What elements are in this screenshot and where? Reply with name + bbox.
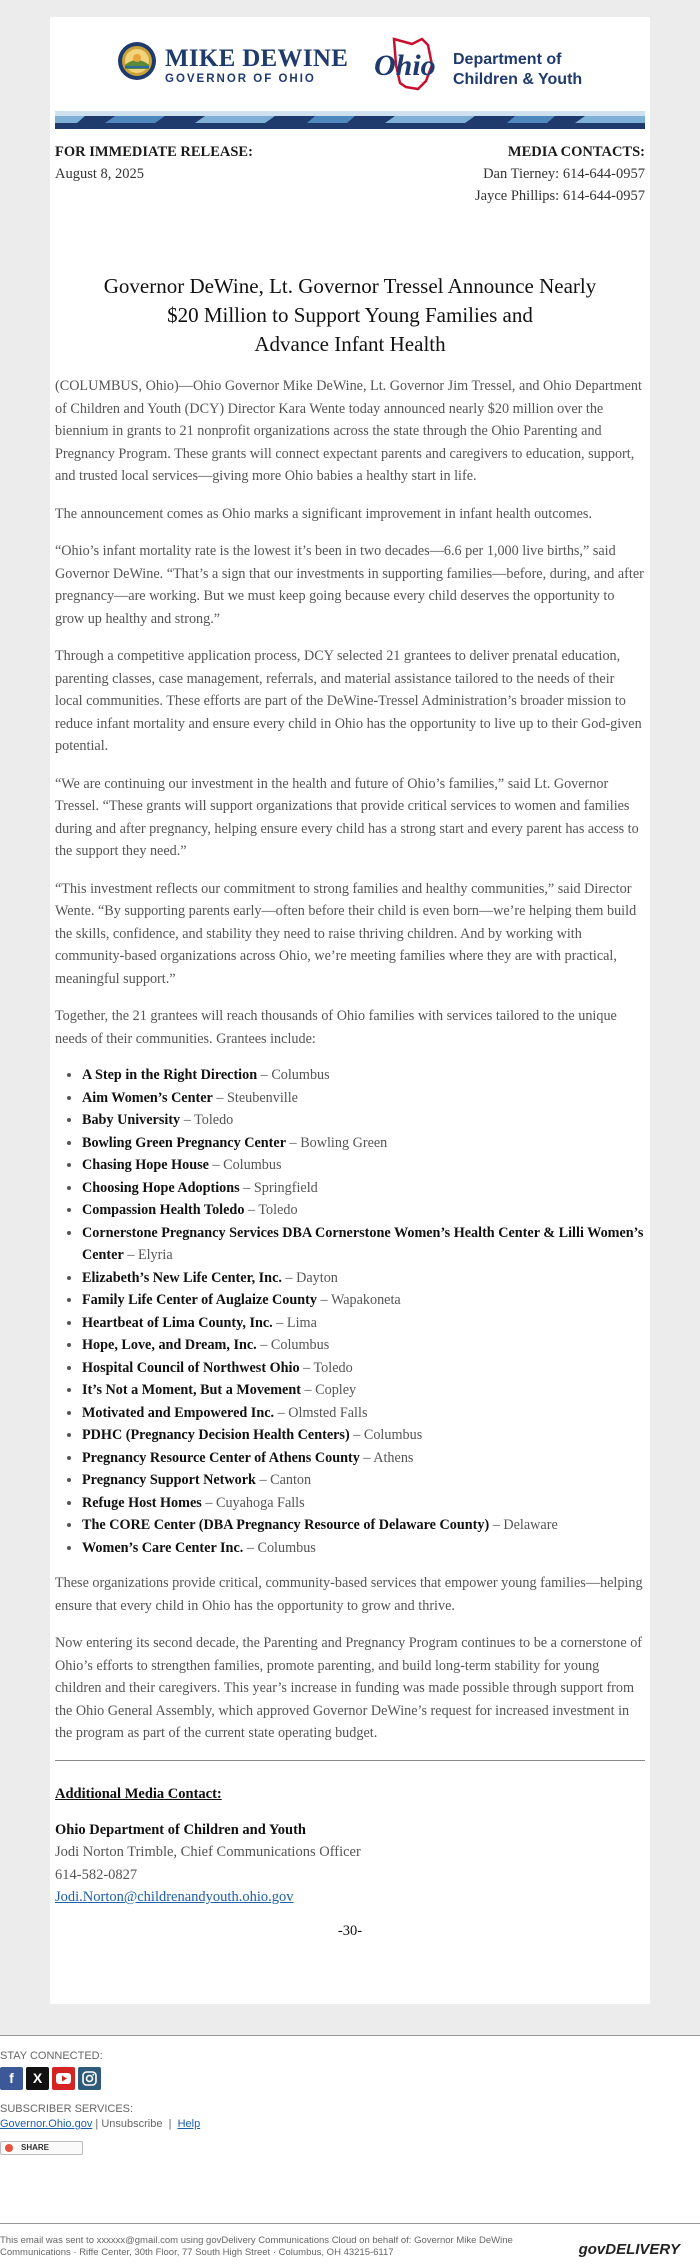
media-contact-1: Dan Tierney: 614-644-0957 <box>483 166 645 182</box>
grantee-item <box>82 1312 645 1335</box>
paragraph-announcement: The announcement comes as Ohio marks a significant improvement in infant health outcomes. <box>55 505 593 522</box>
grantee-separator: – <box>359 1449 374 1466</box>
youtube-play-icon <box>52 2067 75 2090</box>
grantee-item <box>82 1357 645 1380</box>
contact-person: Jodi Norton Trimble, Chief Communications Officer <box>55 1844 361 1860</box>
media-contacts-label: MEDIA CONTACTS: <box>507 144 645 160</box>
footer-disclaimer: This email was sent to xxxxxx@gmail.com using govDelivery Communications Cloud on behalf of: Governor Mike DeWine Communications · Riffe Center, 30th Floor, 77 South High Street · Columbus, OH 43215-6117 <box>0 2235 513 2258</box>
grantee-name: Choosing Hope Adoptions <box>82 1179 240 1196</box>
footer-links <box>0 2118 200 2130</box>
department-line-2: Children & Youth <box>453 71 583 88</box>
grantee-separator: – <box>272 1314 287 1331</box>
govdelivery-logo: govDELIVERY <box>578 2241 680 2258</box>
grantee-city: Elyria <box>137 1247 173 1263</box>
grantee-separator: – <box>256 1337 271 1353</box>
stay-connected-label: STAY CONNECTED: <box>0 2050 103 2062</box>
grantee-name: Heartbeat of Lima County, Inc. <box>82 1314 273 1331</box>
grantee-city: Columbus <box>363 1427 423 1443</box>
grantee-name: Motivated and Empowered Inc. <box>82 1404 275 1421</box>
grantee-separator: – <box>317 1292 331 1308</box>
grantee-city: Springfield <box>253 1179 318 1196</box>
grantee-item <box>82 1379 645 1402</box>
divider <box>55 1760 645 1761</box>
grantee-city: Cuyahoga Falls <box>215 1494 305 1511</box>
grantee-city: Dayton <box>296 1269 338 1286</box>
footer-top-rule <box>0 2035 700 2036</box>
grantee-name: Refuge Host Homes <box>82 1494 202 1511</box>
grantee-city: Athens <box>373 1449 414 1466</box>
grantee-separator: – <box>208 1157 224 1173</box>
headline <box>55 272 645 359</box>
grantee-name: Cornerstone Pregnancy Services DBA Cornerstone Women’s Health Center & Lilli Women’s Center <box>82 1224 644 1263</box>
footer-bottom-rule <box>0 2223 700 2224</box>
governor-site-link[interactable]: Governor.Ohio.gov <box>0 2118 93 2130</box>
header <box>50 17 650 129</box>
instagram-icon[interactable] <box>78 2067 101 2090</box>
release-info <box>55 141 253 185</box>
department-line-1: Department of <box>453 51 562 68</box>
link-separator: | <box>165 2118 178 2130</box>
contact-phone: 614-582-0827 <box>55 1866 138 1883</box>
governor-name: MIKE DEWINE <box>165 45 349 72</box>
x-icon[interactable]: X <box>26 2067 49 2090</box>
help-link[interactable]: Help <box>177 2118 201 2130</box>
grantee-item <box>82 1402 645 1425</box>
release-date: August 8, 2025 <box>55 166 145 182</box>
grantee-separator: – <box>257 1067 272 1083</box>
release-label: FOR IMMEDIATE RELEASE: <box>55 144 253 160</box>
grantee-item <box>82 1447 645 1470</box>
grantee-separator: – <box>274 1404 289 1421</box>
grantee-city: Toledo <box>194 1112 234 1128</box>
grantee-city: Lima <box>286 1314 317 1331</box>
instagram-camera-icon <box>78 2067 101 2090</box>
paragraph-intro: (COLUMBUS, Ohio)—Ohio Governor Mike DeWine, Lt. Governor Jim Tressel, and Ohio Department of Children and Youth (DCY) Director Kara Wente today announced nearly $20 million over the biennium in grants to 21 nonprofit organizations across the state through the Ohio Parenting and Pregnancy Program. These grants will connect expectant parents and caregivers to education, support, and trusted local services—giving more Ohio babies a healthy start in life. <box>55 378 642 484</box>
grantee-name: It’s Not a Moment, But a Movement <box>82 1382 301 1398</box>
media-contact-2: Jayce Phillips: 614-644-0957 <box>475 188 645 204</box>
paragraph-grantees-intro: Together, the 21 grantees will reach thousands of Ohio families with services tailored to the unique needs of their communities. Grantees include: <box>55 1008 617 1047</box>
grantee-item <box>82 1109 645 1132</box>
grantee-item <box>82 1087 645 1110</box>
media-contacts <box>475 141 645 207</box>
grantee-separator: – <box>281 1269 297 1286</box>
grantee-separator: – <box>300 1382 316 1398</box>
additional-contact-title: Additional Media Contact: <box>55 1785 222 1802</box>
grantee-city: Columbus <box>223 1157 282 1173</box>
governor-subtitle: GOVERNOR OF OHIO <box>165 73 316 85</box>
ohio-seal-icon <box>117 41 157 81</box>
press-release-card <box>50 17 650 2004</box>
grantee-item <box>82 1537 645 1560</box>
grantee-separator: – <box>180 1112 195 1128</box>
grantee-city: Toledo <box>313 1359 353 1376</box>
grantee-item <box>82 1267 645 1290</box>
paragraph-governor-quote: “Ohio’s infant mortality rate is the lowest it’s been in two decades—6.6 per 1,000 live births,” said Governor DeWine. “That’s a sign that our investments in supporting families—before, during, and after pregnancy—are working. But we must keep going because every child deserves the opportunity to grow up healthy and strong.” <box>55 543 644 627</box>
grantee-city: Bowling Green <box>300 1134 388 1151</box>
grantee-name: Elizabeth’s New Life Center, Inc. <box>82 1269 282 1286</box>
grantee-item <box>82 1289 645 1312</box>
grantee-name: Aim Women’s Center <box>82 1089 213 1106</box>
grantee-separator: – <box>212 1089 228 1106</box>
grantee-name: Pregnancy Support Network <box>82 1472 256 1488</box>
grantee-separator: – <box>243 1539 258 1556</box>
grantee-name: Pregnancy Resource Center of Athens County <box>82 1449 360 1466</box>
grantee-city: Olmsted Falls <box>288 1404 368 1421</box>
paragraph-organizations: These organizations provide critical, community-based services that empower young families—helping ensure that every child in Ohio has the opportunity to grow and thrive. <box>55 1575 643 1614</box>
grantee-city: Columbus <box>271 1067 330 1083</box>
grantee-name: Family Life Center of Auglaize County <box>82 1292 317 1308</box>
grantee-item <box>82 1334 645 1357</box>
paragraph-lt-governor-quote: “We are continuing our investment in the health and future of Ohio’s families,” said Lt. Governor Tressel. “These grants will support organizations that provide critical services to women and families during and after pregnancy, helping ensure every child has a strong start and every parent has access to the support they need.” <box>55 775 639 859</box>
grantee-separator: – <box>349 1427 364 1443</box>
grantee-separator: – <box>286 1134 301 1151</box>
grantee-item <box>82 1514 645 1537</box>
contact-email-link[interactable]: Jodi.Norton@childrenandyouth.ohio.gov <box>55 1889 294 1905</box>
grantee-list <box>82 1064 645 1559</box>
grantee-city: Canton <box>270 1472 312 1488</box>
grantee-name: Bowling Green Pregnancy Center <box>82 1134 286 1151</box>
grantee-name: Women’s Care Center Inc. <box>82 1539 244 1556</box>
link-separator: | <box>95 2118 102 2130</box>
grantee-name: PDHC (Pregnancy Decision Health Centers) <box>82 1427 350 1443</box>
ohio-dcy-logo <box>372 35 448 99</box>
grantee-item <box>82 1154 645 1177</box>
grantee-item <box>82 1132 645 1155</box>
youtube-icon[interactable] <box>52 2067 75 2090</box>
grantee-city: Copley <box>315 1382 357 1398</box>
grantee-item <box>82 1492 645 1515</box>
headline-line-1: Governor DeWine, Lt. Governor Tressel Announce Nearly <box>103 274 597 298</box>
share-label: SHARE <box>21 2143 50 2152</box>
paragraph-director-quote: “This investment reflects our commitment to strong families and healthy communities,” said Director Wente. “By supporting parents early—often before their child is even born—we’re helping them build the skills, confidence, and stability they need to raise thriving children. And by working with community-based organizations across Ohio, we’re meeting families where they are with practical, meaningful support.” <box>55 880 637 987</box>
header-banner <box>55 111 645 129</box>
grantee-separator: – <box>299 1359 314 1376</box>
paragraph-process: Through a competitive application process, DCY selected 21 grantees to deliver prenatal education, parenting classes, case management, referrals, and material assistance tailored to the needs of their local communities. These efforts are part of the DeWine-Tressel Administration’s broader mission to reduce infant mortality and ensure every child in Ohio has the opportunity to live up to their God-given potential. <box>55 648 642 754</box>
end-mark: -30- <box>337 1922 363 1939</box>
grantee-name: The CORE Center (DBA Pregnancy Resource of Delaware County) <box>82 1517 490 1533</box>
grantee-separator: – <box>201 1494 216 1511</box>
grantee-item <box>82 1199 645 1222</box>
paragraph-program: Now entering its second decade, the Parenting and Pregnancy Program continues to be a cornerstone of Ohio’s efforts to strengthen families, promote parenting, and build long-term stability for young children and their caregivers. This year’s increase in funding was made possible through support from the Ohio General Assembly, which approved Governor DeWine’s request for increased investment in the program as part of the current state operating budget. <box>55 1635 643 1741</box>
grantee-separator: – <box>255 1472 271 1488</box>
grantee-item <box>82 1222 645 1267</box>
grantee-city: Columbus <box>270 1337 330 1353</box>
grantee-item <box>82 1064 645 1087</box>
facebook-icon[interactable]: f <box>0 2067 23 2090</box>
grantee-separator: – <box>489 1517 504 1533</box>
grantee-city: Toledo <box>258 1202 298 1218</box>
grantee-name: Baby University <box>82 1112 181 1128</box>
headline-line-2: $20 Million to Support Young Families and <box>167 303 533 327</box>
headline-line-3: Advance Infant Health <box>254 332 446 356</box>
grantee-name: Hospital Council of Northwest Ohio <box>82 1359 300 1376</box>
grantee-item <box>82 1469 645 1492</box>
contact-organization: Ohio Department of Children and Youth <box>55 1821 306 1838</box>
grantee-item <box>82 1177 645 1200</box>
grantee-separator: – <box>239 1179 254 1196</box>
department-name <box>453 50 582 90</box>
grantee-item <box>82 1424 645 1447</box>
grantee-name: Hope, Love, and Dream, Inc. <box>82 1337 257 1353</box>
grantee-city: Steubenville <box>227 1089 298 1106</box>
grantee-city: Columbus <box>257 1539 316 1556</box>
share-button[interactable] <box>0 2141 83 2155</box>
grantee-name: A Step in the Right Direction <box>82 1067 258 1083</box>
grantee-name: Chasing Hope House <box>82 1157 209 1173</box>
grantee-separator: – <box>244 1202 259 1218</box>
share-icon <box>5 2144 13 2152</box>
grantee-separator: – <box>123 1247 138 1263</box>
subscriber-services-label: SUBSCRIBER SERVICES: <box>0 2103 134 2115</box>
ohio-wordmark: Ohio <box>374 49 436 82</box>
grantee-city: Wapakoneta <box>330 1292 401 1308</box>
grantee-name: Compassion Health Toledo <box>82 1202 245 1218</box>
grantee-city: Delaware <box>503 1517 558 1533</box>
release-body <box>55 375 645 1940</box>
email-footer <box>0 2035 700 2268</box>
unsubscribe-link[interactable]: Unsubscribe <box>101 2118 163 2130</box>
